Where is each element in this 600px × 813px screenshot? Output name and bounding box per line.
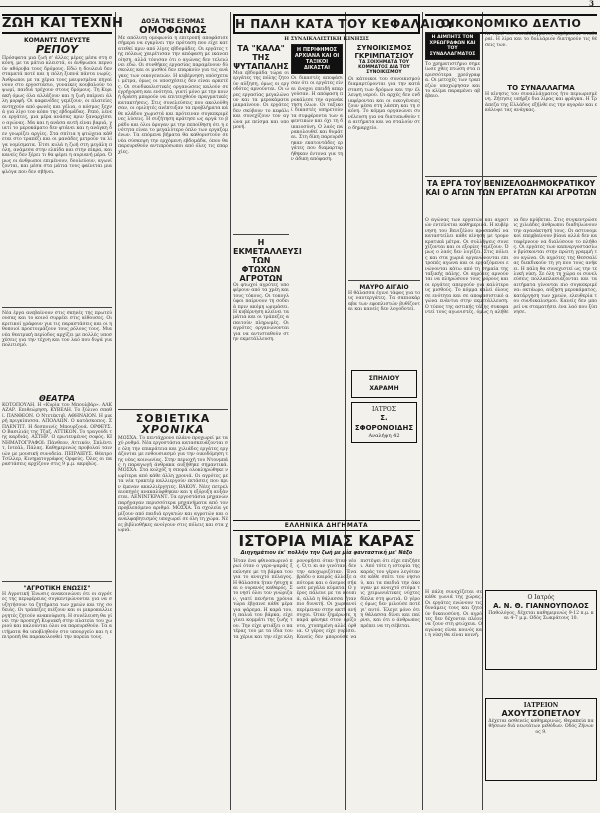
ad-title: ΙΑΤΡΕΙΟΝ <box>523 702 559 709</box>
article-title: ΤΑ "ΚΑΛΑ" ΤΗΣ ΨΥΤΑΠΑΛΗΣ <box>233 44 289 71</box>
page-number: 3 <box>589 0 594 8</box>
section-banner: ΟΙΚΟΝΟΜΙΚΟ ΔΕΛΤΙΟ <box>425 14 597 34</box>
article-body: Οι δικαστές αποφάσισαν ότι οι εργάτες είναι ένοχοι επειδή απεργούσαν. Η απόφαση προκάλεσε την αγανάκτηση όλων. Οι ταξικοί δικαστές υπηρετούν τα συμφέροντα των αφεντικών και όχι τη δικαιοσύνη. Ο λαός παρακολουθεί και θυμάται. Στη δίκη παρευρέθηκαν εκατοντάδες εργάτες που διαμαρτυρήθηκαν έντονα για την άδικη απόφαση. <box>291 76 343 163</box>
banner-subtitle: Η ΣΥΝΔΙΚΑΛΙΣΤΙΚΗ ΚΙΝΗΣΙΣ <box>284 36 369 42</box>
article-body: Ο αγώνας των εργατών και αγροτών εντείνεται καθημερινά. Η κυβέρνηση του Βενιζέλου προσπαθεί να καταστείλει κάθε κίνηση με τρομοκρατικά μέτρα. Οι συλλήψεις συνεχίζονται και οι εξορίες γεμίζουν. Όμως ο λαός δεν λυγίζει. Στις πόλεις και στα χωριά οργανώνονται επιτροπές αγώνα και οι εργαζόμενοι ενώνονται κάτω από τη σημαία της ταξικής πάλης. Οι αγρότες αρνούνται να πληρώσουν τους φόρους και οι εργάτες απεργούν για καλύτερους μισθούς. Το κόμμα καλεί όλους σε ενότητα και σε αποφασιστικό αγώνα ενάντια στην εκμετάλλευση. Ο τύπος της αστικής τάξης συκοφαντεί τους αγωνιστές, όμως η αλήθεια δεν κρύβεται. Στις συγκεντρώσεις χιλιάδες άνθρωποι διαδηλώνουν την αγανάκτησή τους. Οι αστυνομικοί επεμβαίνουν βίαια αλλά δεν καταφέρνουν να διαλύσουν το πλήθος. Οι εργάτες των καπνεργοστασίων βρίσκονται στην πρώτη γραμμή του αγώνα. Οι αγρότες της Θεσσαλίας διεκδικούν τη γη που τους ανήκει. Η πάλη θα συνεχιστεί ως την τελική νίκη. Σε όλη τη χώρα οι συνελεύσεις πολλαπλασιάζονται και τα αιτήματα γίνονται πιο συγκεκριμένα: οκτάωρο, αύξηση μεροκάματος, κατάργηση των χρεών, ελευθερία του συνδικαλισμού. Κανείς δεν μπορεί να σταματήσει ένα λαό που ξύπνησε. <box>425 218 597 315</box>
ad-name: Σ. ΣΦΟΡΟΝΟΙΔΗΣ <box>354 414 414 432</box>
article-title: Η ΠΕΡΙΦΗΜΟΣ ΑΡΧΙΑΝΑ ΚΑΙ ΟΙ ΤΑΞΙΚΟΙ ΔΙΚΑΣΤΑΙ <box>294 47 340 71</box>
story-synallagma <box>485 32 597 172</box>
theatre-listings: ΚΟΤΟΠΟΥΛΗ. Η «Κυρία του Μπουλβάρ». ΑΛΚΑΖΑΡ. Επιθεώρηση. ΚΥΒΕΛΗ. Το ξύλινο σπαθί. ΠΑΝΘΕΟΝ. Ο Ντετέκτιβ. ΑΘΗΝΑΙΟΝ. Η μικρή πριγκίπισσα. ΑΠΟΛΛΩΝ. Ο κατάσκοπος. ΣΠΛΕΝΤΙΤ. Η δεσποινίς Μπουρζουά. ΟΡΦΕΥΣ. Ο Βασιλιάς της Τζαζ. ΑΤΤΙΚΟΝ. Το τραγούδι της καρδιάς. ΑΣΤΗΡ. Ο ερωτευμένος σοφός. ΚΙΝΗΜΑΤΟΓΡΑΦΟΙ: Πάνθεον, Αττικόν, Σπλέντιτ, Ιντεάλ, Πάλας. Καθημερινώς προβολαί ταινιών με μουσική συνοδεία. ΠΕΙΡΑΙΕΥΣ. Θέατρο Τσίλλερ, Κινηματογράφος Ορφεύς. Όλες οι παραστάσεις αρχίζουν στις 9 μ.μ. ακριβώς. <box>2 403 112 468</box>
article-body: Με απόλυτη ομοφωνία η επιτροπή αποφάσισε σήμερα να εγκρίνει την πρόταση που είχε κατατεθεί πριν από λίγες εβδομάδες. Οι εργάτες της πόλεως χαιρέτισαν την απόφαση με ικανοποίηση, αλλά τόνισαν ότι ο αγώνας δεν τελειώνει εδώ. Οι συνθήκες εργασίας παραμένουν δύσκολες και οι μισθοί δεν επαρκούν για τις ανάγκες των οικογενειών. Η κυβέρνηση υπόσχεται μέτρα, όμως οι υποσχέσεις δεν είναι αρκετές. Οι συνδικαλιστικές οργανώσεις καλούν σε εγρήγορση και ενότητα, γιατί μόνο με την κοινή δράση μπορούν να επιτευχθούν πραγματικές κατακτήσεις. Στις συνελεύσεις που ακολούθησαν, οι ομιλητές ανέπτυξαν τα προβλήματα κάθε κλάδου χωριστά και πρότειναν συγκεκριμένες λύσεις. Η συζήτηση κράτησε ως αργά το βράδυ και όλοι έφυγαν με την πεποίθηση ότι η ενότητα είναι το μεγαλύτερο όπλο των εργαζομένων. Τα επόμενα βήματα θα καθοριστούν σε νέα σύσκεψη την ερχόμενη εβδομάδα, όπου θα παρευρεθούν αντιπρόσωποι από όλες τις επαρχίες. <box>118 36 228 155</box>
article-title: ΜΑΥΡΟ ΑΙΓΑΙΟ <box>359 284 409 291</box>
story-xreografa <box>425 32 480 172</box>
article-title: ΡΕΠΟΥ <box>35 43 79 56</box>
article-title: Η ΑΙΜΠΗΤΣ ΤΟΝ ΧΡΕΩΓΡΑΦΩΝ ΚΑΙ ΤΟΥ ΣΥΝΑΛΛΑΓΜΑΤΟΣ <box>429 35 476 57</box>
article-title: ΟΜΟΦΩΝΩΣ <box>139 25 207 36</box>
ad-body: Παθολόγος, δέχεται καθημερινώς 9-12 π.μ. και 4-7 μ.μ. Οδός Σωκράτους 10. <box>488 611 594 622</box>
article-body: Η κίνησις του συναλλάγματος ήτο περιωρισμένη. Ζήτησις υπήρξε δια λίρας και φράγκα. Η Τράπεζα της Ελλάδος εξήλθε εις την αγοράν και εκάλυψε τας ανάγκας. <box>485 92 597 114</box>
ad-name: ΑΧΟΥΤΣΟΠΕΤΛΟΥ <box>501 709 581 718</box>
column-zoi-kai-techni <box>2 14 124 809</box>
story-title: ΙΣΤΟΡΙΑ ΜΙΑΣ ΚΑΡΑΣ <box>238 532 415 550</box>
story-body: Ήταν ένα φθινοπωρινό πρωί όταν ο γερο-ψαράς ξεκίνησε με τη βάρκα του για το ανοιχτό πέλαγος. Η θάλασσα ήταν ήσυχη και ο ουρανός καθαρός. Στο νησί όλοι τον γνώριζαν, γιατί πενήντα χρόνια τώρα έβγαινε κάθε μέρα για ψάρεμα. Η καρά του, η παλιά του βάρκα, είχε γίνει κομμάτι της ζωής του. Την είχε φτιάξει ο πατέρας του με τα ίδια του τα χέρια και την είχε κληρονομήσει όταν ήταν νέος. Ό,τι κι αν γινόταν, δεν την αποχωριζόταν. Ένα βράδυ ο καιρός άλλαξε απότομα και ο άνεμος σήκωσε μεγάλα κύματα. Ο γέρος πάλευε με τα κουπιά, αλλά η θάλασσα ήταν πιο δυνατή. Οι χωριανοί περίμεναν στην ακτή ανήσυχοι. Όταν ξημέρωσε, η καρά φάνηκε στον ορίζοντα, χτυπημένη αλλά όρθια. Ο γέρος είχε γυρίσει. Κανείς δεν μπορούσε να πιστέψει ότι είχε επιζήσει. Από τότε η ιστορία της καράς του γέρου λεγόταν σε κάθε σπίτι του νησιού, και τα παιδιά την άκουγαν με ανοιχτό στόμα τις χειμωνιάτικες νύχτες δίπλα στη φωτιά. Ο γέρος όμως δεν μιλούσε ποτέ γι' αυτό. Έλεγε μόνο ότι η θάλασσα δίνει και παίρνει, και ότι ο άνθρωπος πρέπει να τη σέβεται. <box>233 559 420 640</box>
section-heading: "ΑΓΡΟΤΙΚΗ ΕΝΩΣΙΣ" <box>23 585 91 592</box>
section-heading: ΤΟ ΣΥΝΑΛΛΑΓΜΑ <box>507 84 575 92</box>
section-title: ΧΡΟΝΙΚΑ <box>141 423 205 436</box>
article-body: Οι φτωχοί αγρότες υποφέρουν από τα χρέη και τους τόκους. Οι τοκογλύφοι παίρνουν τη σοδειά πριν ακόμη ωριμάσει. Η κυβέρνηση κλείνει τα μάτια και οι τράπεζες απαιτούν πληρωμές. Οι αγρότες οργανώνονται για να αντισταθούν στην εκμετάλλευση. <box>233 283 290 343</box>
ad-name: Α. Ν. Θ. ΓΙΑΝΝΟΥΠΟΛΟΣ <box>493 602 589 610</box>
section-title: ΣΟΒΙΕΤΙΚΑ <box>135 412 211 425</box>
story-kicker: ΕΛΛΗΝΙΚΑ ΔΗΓΗΜΑΤΑ <box>233 520 420 531</box>
advertisement <box>351 370 417 398</box>
article-body: Η πάλη συνεχίζεται σε κάθε γωνιά της χώρας. Οι εργάτες ενώνουν τις δυνάμεις τους και ζητούν δικαιοσύνη. Οι αγρότες δεν δέχονται πλέον να ζουν στη φτώχεια. Ο αγώνας είναι κοινός και η νίκη θα είναι κοινή. <box>425 590 482 639</box>
story-venizelos-header <box>425 176 597 216</box>
article-body: Πρόσφατα μια ζωή σ' άλλες μέρες μέσα στη σκόνη, με τα μάτια κλειστά, οι άνθρωποι περνούν αθόρυβα τους δρόμους. Εδώ η δουλειά δεν σταματά ποτέ και η πόλη ξυπνά πάντα νωρίς. Άνθρωποι με τα χέρια τους μαυρισμένα πηγαίνουν στο εργοστάσιο, γυναίκες κουβαλούν το ψωμί, παιδιά τρέχουν στους δρόμους. Τη Κυριακή όμως όλα αλλάζουν και η ζωή παίρνει άλλη μορφή. Οι καφενέδες γεμίζουν, οι πλατείες αντηχούν από φωνές και γέλια, ο κόσμος ξεχνά για λίγο τον κόπο της εβδομάδας. Ρεπό, λένε οι εργάτες, μια μέρα ανάσας πριν ξαναρχίσει ο αγώνας. Μα και η ανάσα αυτή είναι βαριά, γιατί το μεροκάματο δεν φτάνει και η ανάγκη δεν γνωρίζει αργίες. Στα σπίτια η φτώχεια κάθεται στο τραπέζι και οι μανάδες μετρούν τα λίγα νομίσματα. Έτσι κυλά η ζωή στη μεγάλη πόλη, ανάμεσα στην ελπίδα και στην πίκρα, και κανείς δεν ξέρει τι θα φέρει η αυριανή μέρα. Όμως οι άνθρωποι επιμένουν, δουλεύουν, αγωνίζονται, και μέσα στα μάτια τους φαίνεται μια φλόγα που δεν σβήνει. <box>2 56 112 175</box>
column-rule <box>230 12 231 810</box>
story-subtitle: Διηγημάτιον έκ' πολλήν την ζωή με μία φανταστική με' Νάξο <box>240 550 413 556</box>
section-banner: ΖΩΗ ΚΑΙ ΤΕΧΝΗ <box>2 14 112 34</box>
column-omofonos <box>118 14 228 809</box>
article-title: ΤΑ ΕΡΓΑ ΤΟΥ ΒΕΝΙΖΕΛΟΔΗΜΟΚΡΑΤΙΚΟΥ <box>426 179 596 188</box>
story-istoria-mias-karas <box>233 520 420 808</box>
article-body: Η θάλασσα έγινε τάφος για τους ναυτεργάτες. Τα σαπιοκάραβα των εφοπλιστών βυθίζονται και κανείς δεν λογοδοτεί. <box>348 291 420 313</box>
article-body: Η Αγροτική Ένωσις ανακοινώνει ότι οι αγρότες της περιφέρειας συγκεντρώνονται για να συζητήσουν τα ζητήματα των χρεών και της σοδειάς. Οι τράπεζες πιέζουν και οι μικροκαλλιεργητές ζητούν ανακούφιση. Η συνέλευση θα γίνει την προσεχή Κυριακή στην πλατεία του χωριού και καλούνται όλοι να παρευρεθούν. Τα αιτήματα θα υποβληθούν στο υπουργείο και η επιτροπή θα παρακολουθεί την πορεία τους. <box>2 592 112 641</box>
kicker: ΚΟΜΑΝΤΣ ΠΛΕΥΣΤΕ <box>23 37 91 44</box>
ad-name: ΣΠΗΛΙΟΥ ΧΑΡΑΜΗ <box>368 375 400 392</box>
story-venizelos-body <box>425 218 597 588</box>
advertisement-doctor <box>351 402 417 443</box>
column-synoikismos <box>348 44 420 439</box>
story-ta-kala <box>233 44 302 424</box>
article-body: Νέα έργα ανεβαίνουν στις σκηνές της πρωτεύουσας και το κοινό συρρέει στις αίθουσες. Οι κριτικοί γράφουν για τις παραστάσεις και οι ηθοποιοί προετοιμάζουν τους ρόλους τους. Μια νέα θεατρική περίοδος αρχίζει με πολλές υποσχέσεις για την τέχνη και τον λαό που διψά για πολιτισμό. <box>2 311 112 349</box>
article-subtitle: ΤΑ ΣΟΙΧΗΜΑΤΑ ΤΟΥ ΚΟΜΜΑΤΟΣ ΔΙΑ ΤΟΥ ΣΥΝΟΙΚΙΣΜΟΥ <box>358 60 410 75</box>
kicker: ΔΟΞΑ ΤΗΣ ΕΞΟΜΑΣ <box>141 18 205 25</box>
article-title: ΣΥΝΟΙΚΙΣΜΟΣ ΓΚΡΙΜΠΑΤΣΙΟΥ <box>354 44 414 60</box>
article-body: ΜΟΣΧΑ. Το πεντάχρονο πλάνο προχωρεί με ταχύ ρυθμό. Νέα εργοστάσια κατασκευάζονται σε όλη την επικράτεια και χιλιάδες εργάτες εργάζονται με ενθουσιασμό για την οικοδόμηση της νέας κοινωνίας. Στην περιοχή του Ντονμπάς η παραγωγή άνθρακα αυξήθηκε σημαντικά. ΜΟΣΧΑ. Στα κολχόζ η σπορά ολοκληρώθηκε νωρίτερα από κάθε άλλη χρονιά. Οι αγρότες με τα νέα τρακτέρ καλλιεργούν εκτάσεις που πριν έμεναν ακαλλιέργητες. ΒΑΚΟΥ. Νέες πετρελαιοπηγές ανακαλύφθηκαν και η εξόρυξη αυξάνεται. ΛΕΝΙΝΓΚΡΑΝΤ. Τα εργοστάσια μηχανών παρήγαγαν περισσότερα μηχανήματα από τον προβλεπόμενο αριθμό. ΜΟΣΧΑ. Τα σχολεία γεμίζουν από παιδιά εργατών και αγροτών και ο αναλφαβητισμός υποχωρεί σε όλη τη χώρα. Νέες βιβλιοθήκες ανοίγουν στις πόλεις και στα χωριά. <box>118 436 228 533</box>
column-rule <box>422 12 423 810</box>
ad-address: Αναλήψη 42 <box>368 433 400 439</box>
story-archiana <box>291 44 343 424</box>
ad-title: ΙΑΤΡΟΣ <box>372 406 396 413</box>
advertisement-iatreion <box>485 698 597 806</box>
article-body: Αι τιμαί του συναλλάγματος παρέμειναν σταθεραί. Η λίρα και το δολλάριον διατηρούν τις θέσεις των. <box>485 32 597 48</box>
article-body: Μια εβδομάδα τώρα οι εργάτες της πόλης ζητούν αύξηση, όμως οι εργοδότες αρνούνται. Οι ώρες εργασίας μεγαλώνουν και τα μεροκάματα μικραίνουν. Οι εργάτες δεν σκύβουν το κεφάλι και συνεχίζουν τον αγώνα με πείσμα και υπομονή. <box>233 71 289 131</box>
article-body: Οι κάτοικοι του συνοικισμού διαμαρτύρονται για την κατάσταση των δρόμων και την έλλειψη νερού. Οι αρχές δεν ενδιαφέρονται και οι οικογένειες ζουν μέσα στη λάσπη και τη σκόνη. Το κόμμα οργανώνει συνέλευση για να διατυπωθούν τα αιτήματα και να σταλούν στο δημαρχείο. <box>348 77 420 131</box>
article-title: ΚΑΙ Ο ΑΓΩΝ ΤΩΝ ΕΡΓΑΤΩΝ ΚΑΙ ΑΓΡΟΤΩΝ <box>425 188 597 197</box>
article-title: Η ΕΚΜΕΤΑΛΛΕΥΣΙ ΤΩΝ ΦΤΩΧΩΝ ΑΓΡΟΤΩΝ <box>233 238 302 283</box>
ad-body: Δέχεται ασθενείς καθημερινώς. Θεραπεία παθήσεων διά νεωτάτων μεθόδων. Οδός Ζήνωνος 9. <box>488 719 594 735</box>
section-heading: ΘΕΑΤΡΑ <box>39 394 75 403</box>
article-body: Το χρηματιστήριο σημείωσε χθες πτώση στα περισσότερα χρεόγραφα. Οι μετοχές των τραπεζών υποχώρησαν και το κλίμα παραμένει αβέβαιο. <box>425 62 480 100</box>
ad-title: Ο Ιατρός <box>527 594 555 601</box>
column-rule <box>115 12 116 810</box>
page-header-rule <box>0 0 600 7</box>
advertisement-doctor-2 <box>485 590 597 690</box>
story-venizelos-continued <box>425 590 482 806</box>
section-banner: Η ΠΑΛΗ ΚΑΤΑ ΤΟΥ ΚΕΦΑΛΑΙΟΥ <box>233 14 420 34</box>
